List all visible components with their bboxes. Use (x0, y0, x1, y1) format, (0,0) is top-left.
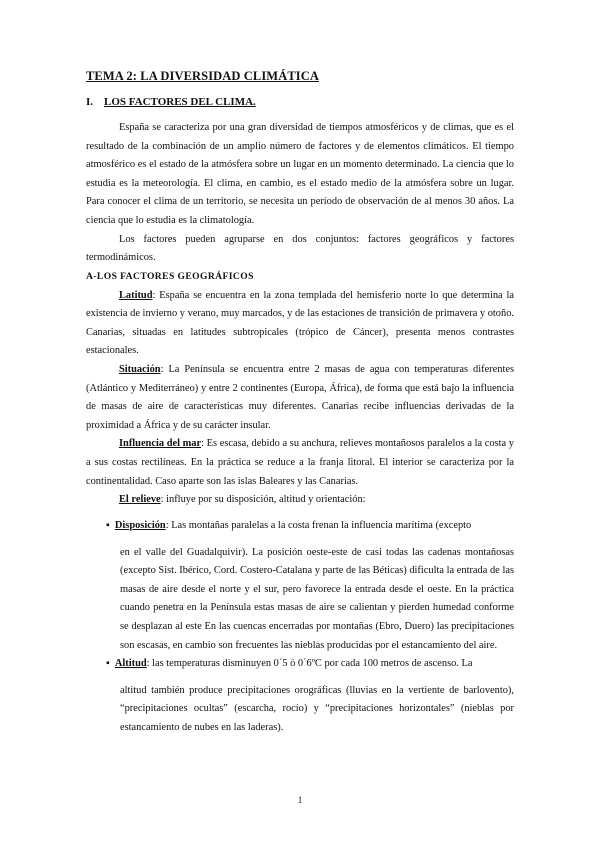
section-heading (86, 96, 256, 108)
intro-block (86, 119, 514, 268)
bullet-altitud (86, 655, 514, 737)
bullet-line-1: : Las montañas paralelas a la costa frenan la influencia marítima (excepto (165, 520, 472, 531)
situacion-text: : La Península se encuentra entre 2 masas de agua con temperaturas diferentes (Atlántico y Mediterráneo) y entre 2 continentes (Europa, África), de forma que está bajo la influencia de masas de aire de características muy diferentes. Canarias recibe influencias derivadas de la proximidad a África y de su carácter insular. (86, 363, 514, 431)
bullet-term: Disposición (114, 520, 166, 531)
mar-term: Influencia del mar (119, 438, 202, 450)
subsection-title: A-LOS FACTORES GEOGRÁFICOS (86, 271, 254, 282)
geographic-factors-block (86, 268, 514, 510)
bullet-term: Altitud (114, 658, 147, 669)
mar-paragraph (86, 435, 514, 491)
page-number: 1 (297, 795, 303, 805)
document-title: TEMA 2: LA DIVERSIDAD CLIMÁTICA (86, 69, 319, 83)
bullet-rest: en el valle del Guadalquivir). La posición oeste-este de casi todas las cadenas montañosas (excepto Sist. Ibérico, Cord. Costero-Catalana y parte de las Béticas) dificulta la entrada de las masas de aire desde el norte y el sur, pero favorece la entrada desde el oeste. En la práctica cuando penetra en la Península estas masas de aire se calientan y pierden humedad conforme se desplazan al este En las cuencas encerradas por montañas (Ebro, Duero) las precipitaciones son escasas, en cambio son frecuentes las nieblas producidas por el estancamiento del aire. (120, 546, 514, 651)
relieve-paragraph (86, 491, 514, 510)
latitud-term: Latitud (119, 289, 153, 301)
intro-paragraph-2: Los factores pueden agruparse en dos conjuntos: factores geográficos y factores termodinámicos. (86, 233, 514, 264)
section-title: LOS FACTORES DEL CLIMA. (104, 96, 256, 108)
latitud-paragraph (86, 287, 514, 361)
situacion-paragraph (86, 361, 514, 435)
bullet-mark: ▪ (106, 520, 110, 531)
latitud-text: : España se encuentra en la zona templada del hemisferio norte lo que determina la existencia de invierno y verano, muy marcados, y de las estaciones de transición de primavera y otoño. Canarias, situadas en latitudes subtropicales (trópico de Cáncer), presenta menos contrastes estacionales. (86, 289, 514, 357)
bullet-first-line (86, 655, 514, 674)
intro-paragraph-1: España se caracteriza por una gran diversidad de tiempos atmosféricos y de climas, que es el resultado de la combinación de un amplio número de factores y de elementos climáticos. El tiempo atmosférico es el estado de la atmósfera sobre un lugar en un momento determinado. La ciencia que lo estudia es la meteorología. El clima, en cambio, es el estado medio de la atmósfera sobre un lugar. Para conocer el clima de un territorio, se necesita un período de observación de al menos 30 años. La ciencia que lo estudia es la climatología. (86, 122, 514, 226)
section-number: I. (86, 96, 94, 108)
relieve-text: : influye por su disposición, altitud y orientación: (160, 494, 366, 506)
relieve-term: El relieve (119, 494, 161, 506)
bullet-line-1: : las temperaturas disminuyen 0´5 ó 0´6ºC por cada 100 metros de ascenso. La (146, 658, 473, 669)
bullet-disposicion (86, 517, 514, 655)
mar-text: : Es escasa, debido a su anchura, relieves montañosos paralelos a la costa y a sus costas rectilíneas. En la práctica se reduce a la franja litoral. El interior se caracteriza por la continentalidad. Caso aparte son las islas Baleares y las Canarias. (86, 438, 515, 487)
bullet-mark: ▪ (106, 658, 110, 669)
bullet-rest: altitud también produce precipitaciones orográficas (lluvias en la vertiente de barlovento), “precipitaciones ocultas” (escarcha, rocío) y “precipitaciones horizontales” (nieblas por estancamiento de nubes en las laderas). (120, 684, 514, 733)
bullet-first-line (86, 517, 514, 536)
situacion-term: Situación (119, 363, 161, 375)
